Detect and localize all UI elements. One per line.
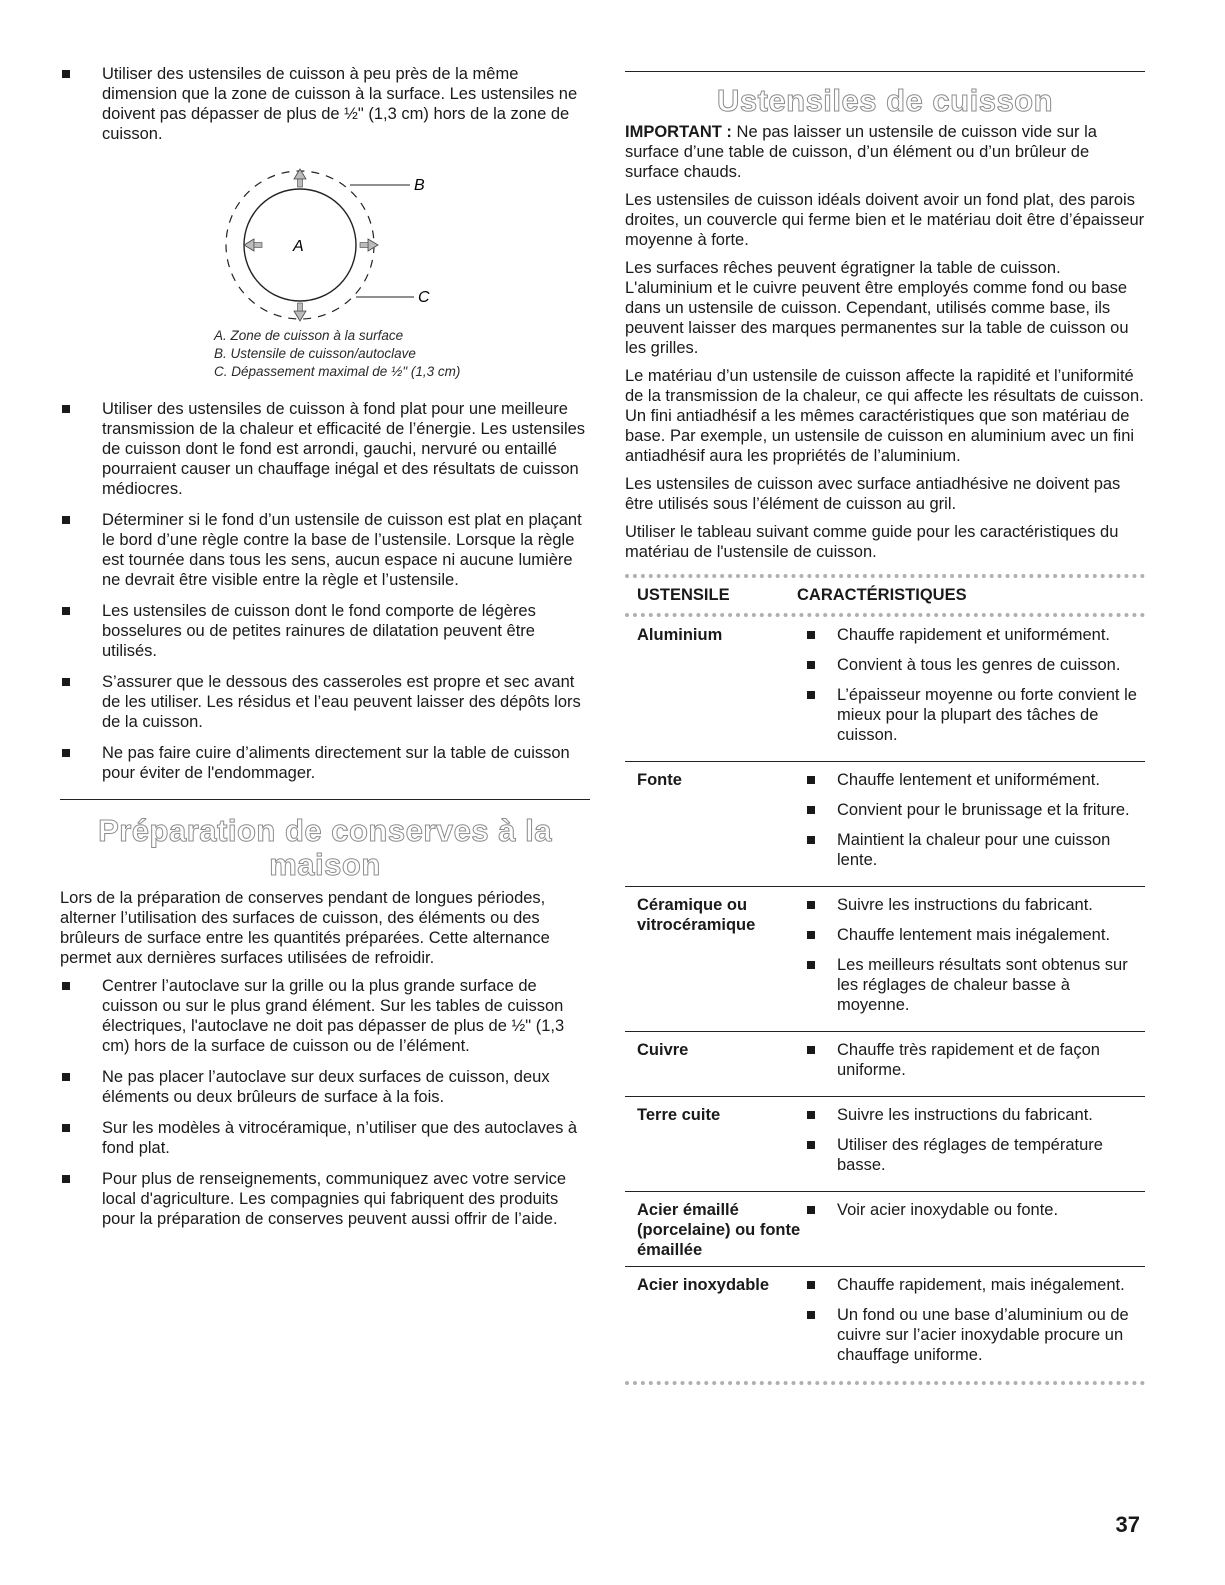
canning-section-title: Préparation de conserves à la maison: [98, 813, 552, 882]
list-item: Ne pas placer l’autoclave sur deux surfaces de cuisson, deux éléments ou deux brûleurs de surface à la fois.: [60, 1067, 590, 1107]
characteristics-list: [805, 770, 1145, 880]
list-item: L’épaisseur moyenne ou forte convient le mieux pour la plupart des tâches de cuisson.: [805, 685, 1145, 745]
arrow-up-icon: [294, 169, 306, 179]
list-item: Chauffe rapidement et uniformément.: [805, 625, 1145, 645]
label-b: B: [414, 177, 425, 194]
arrow-left-icon: [244, 239, 254, 251]
caption-c: C. Dépassement maximal de ½" (1,3 cm): [214, 364, 461, 379]
right-column: [625, 64, 1145, 1385]
table-header: [625, 574, 1145, 617]
important-label: IMPORTANT :: [625, 123, 732, 141]
list-item: Utiliser des ustensiles de cuisson à fond plat pour une meilleure transmission de la chaleur et efficacité de l’énergie. Les ustensiles de cuisson dont le fond est arrondi, gauchi, nervuré ou entaillé pourraient causer un chauffage inégal et des résultats de cuisson médiocres.: [60, 399, 590, 499]
characteristics-list: [805, 895, 1145, 1025]
list-item: S’assurer que le dessous des casseroles est propre et sec avant de les utiliser. Les résidus et l’eau peuvent laisser des dépôts lors de la cuisson.: [60, 672, 590, 732]
material-name: Aluminium: [637, 626, 723, 644]
header-caracteristiques: CARACTÉRISTIQUES: [797, 586, 967, 604]
zone-diagram-svg: [160, 155, 560, 325]
important-text: Ne pas laisser un ustensile de cuisson vide sur la surface d’une table de cuisson, d’un élément ou d’un brûleur de surface chauds.: [625, 123, 1097, 181]
arrow-right-icon: [368, 239, 378, 251]
table-row: [625, 617, 1145, 762]
table-row: [625, 1097, 1145, 1192]
list-item: Convient à tous les genres de cuisson.: [805, 655, 1145, 675]
left-column: [60, 64, 590, 1240]
characteristics-list: [805, 1105, 1145, 1185]
material-name: Acier inoxydable: [637, 1276, 770, 1294]
list-item: Chauffe lentement et uniformément.: [805, 770, 1145, 790]
list-item: Utiliser des ustensiles de cuisson à peu près de la même dimension que la zone de cuisson à la surface. Les ustensiles ne doivent pas dépasser de plus de ½" (1,3 cm) hors de la zone de cuisson.: [60, 64, 590, 144]
arrow-down-icon: [294, 311, 306, 321]
material-name: Fonte: [637, 771, 682, 789]
cookware-tips-list: [60, 399, 590, 783]
diagram-captions: [214, 327, 590, 381]
list-item: Centrer l’autoclave sur la grille ou la plus grande surface de cuisson ou sur le plus grand élément. Sur les tables de cuisson électriques, l'autoclave ne doit pas dépasser de plus de ½" (1,3 cm) hors de la surface de cuisson ou de l’élément.: [60, 976, 590, 1056]
caption-a: A. Zone de cuisson à la surface: [214, 328, 404, 343]
list-item: Sur les modèles à vitrocéramique, n’utiliser que des autoclaves à fond plat.: [60, 1118, 590, 1158]
list-item: Chauffe rapidement, mais inégalement.: [805, 1275, 1145, 1295]
list-item: Maintient la chaleur pour une cuisson lente.: [805, 830, 1145, 870]
characteristics-list: [805, 1275, 1145, 1375]
list-item: Chauffe très rapidement et de façon uniforme.: [805, 1040, 1145, 1080]
list-item: Voir acier inoxydable ou fonte.: [805, 1200, 1145, 1220]
list-item: Les ustensiles de cuisson dont le fond comporte de légères bosselures ou de petites rainures de dilatation peuvent être utilisés.: [60, 601, 590, 661]
list-item: Convient pour le brunissage et la friture.: [805, 800, 1145, 820]
table-row: [625, 1032, 1145, 1097]
list-item: Chauffe lentement mais inégalement.: [805, 925, 1145, 945]
paragraph: Utiliser le tableau suivant comme guide pour les caractéristiques du matériau de l'ustensile de cuisson.: [625, 523, 1119, 561]
material-name: Cuivre: [637, 1041, 689, 1059]
characteristics-list: [805, 625, 1145, 755]
caption-b: B. Ustensile de cuisson/autoclave: [214, 346, 416, 361]
list-item: Pour plus de renseignements, communiquez avec votre service local d'agriculture. Les compagnies qui fabriquent des produits pour la préparation de conserves peuvent aussi offrir de l’aide.: [60, 1169, 590, 1229]
characteristics-list: [805, 1040, 1145, 1090]
list-item: Utiliser des réglages de température basse.: [805, 1135, 1145, 1175]
header-ustensile: USTENSILE: [637, 586, 730, 604]
material-name: Céramique ou vitrocéramique: [637, 896, 756, 934]
canning-intro: Lors de la préparation de conserves pendant de longues périodes, alterner l’utilisation des surfaces de cuisson, des éléments ou des brûleurs de surface entre les quantités préparées. Cette alternance permet aux dernières surfaces utilisées de refroidir.: [60, 889, 550, 967]
paragraph: Le matériau d’un ustensile de cuisson affecte la rapidité et l’uniformité de la transmission de la chaleur, ce qui affecte les résultats de cuisson. Un fini antiadhésif a les mêmes caractéristiques que son matériau de base. Par exemple, un ustensile de cuisson en aluminium avec un fini antiadhésif aura les propriétés de l’aluminium.: [625, 367, 1144, 465]
list-item: Suivre les instructions du fabricant.: [805, 895, 1145, 915]
section-divider: [60, 799, 590, 800]
list-item: Les meilleurs résultats sont obtenus sur les réglages de chaleur basse à moyenne.: [805, 955, 1145, 1015]
page-number: 37: [1115, 1512, 1140, 1537]
important-note: [625, 122, 1145, 182]
cookware-section-title: Ustensiles de cuisson: [716, 83, 1054, 118]
label-c: C: [418, 289, 430, 306]
cookware-materials-table: [625, 574, 1145, 1385]
paragraph: Les surfaces rêches peuvent égratigner la table de cuisson. L'aluminium et le cuivre peuvent être employés comme fond ou base dans un ustensile de cuisson. Cependant, utilisés comme base, ils peuvent laisser des marques permanentes sur la table de cuisson ou les grilles.: [625, 259, 1129, 357]
section-divider: [625, 71, 1145, 72]
paragraph: Les ustensiles de cuisson avec surface antiadhésive ne doivent pas être utilisés sous l’élément de cuisson au gril.: [625, 475, 1121, 513]
table-row: [625, 887, 1145, 1032]
table-row: [625, 1267, 1145, 1385]
list-item: Un fond ou une base d’aluminium ou de cuivre sur l’acier inoxydable procure un chauffage uniforme.: [805, 1305, 1145, 1365]
list-item: Déterminer si le fond d’un ustensile de cuisson est plat en plaçant le bord d’une règle contre la base de l’ustensile. Lorsque la règle est tournée dans tous les sens, aucun espace ni aucune lumière ne devrait être visible entre la règle et l’ustensile.: [60, 510, 590, 590]
characteristics-list: [805, 1200, 1145, 1260]
material-name: Acier émaillé (porcelaine) ou fonte émaillée: [637, 1201, 801, 1259]
table-row: [625, 762, 1145, 887]
material-name: Terre cuite: [637, 1106, 721, 1124]
table-row: [625, 1192, 1145, 1267]
canning-list: [60, 976, 590, 1229]
list-item: Suivre les instructions du fabricant.: [805, 1105, 1145, 1125]
label-a: A: [293, 238, 304, 255]
cookware-size-list: [60, 64, 590, 144]
paragraph: Les ustensiles de cuisson idéals doivent avoir un fond plat, des parois droites, un couvercle qui ferme bien et le matériau doit être d’épaisseur moyenne à forte.: [625, 191, 1145, 249]
list-item: Ne pas faire cuire d’aliments directement sur la table de cuisson pour éviter de l'endommager.: [60, 743, 590, 783]
cookware-zone-diagram: [160, 155, 560, 325]
